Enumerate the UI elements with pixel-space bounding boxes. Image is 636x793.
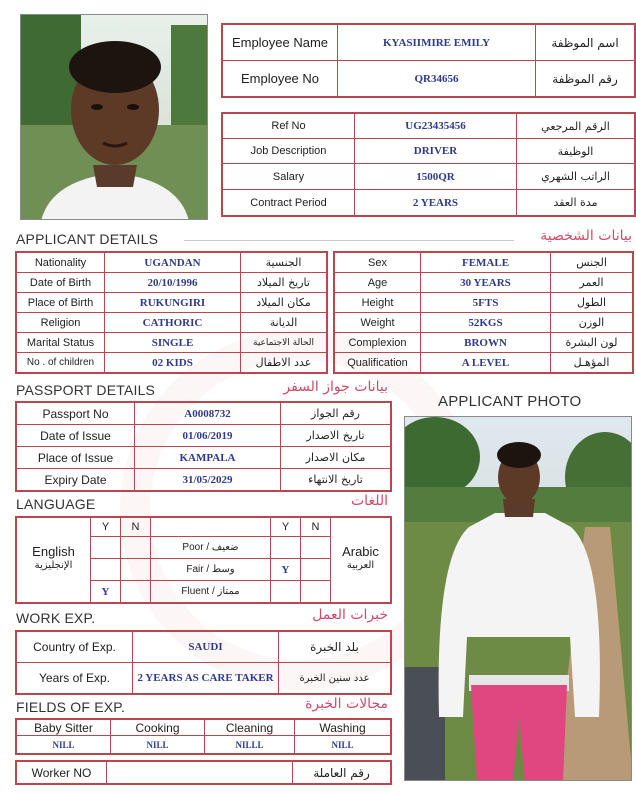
complexion-ar: لون البشرة <box>551 333 633 353</box>
english-n-header: N <box>121 518 151 537</box>
issue-place-ar: مكان الاصدار <box>281 447 391 469</box>
field-cleaning-label: Cleaning <box>205 720 295 736</box>
arabic-n-header: N <box>301 518 331 537</box>
passport-no-ar: رقم الجواز <box>281 403 391 425</box>
period-label: Contract Period <box>223 190 355 216</box>
work-exp-title: WORK EXP. <box>16 610 96 626</box>
salary-value: 1500QR <box>355 164 517 190</box>
issue-date-value: 01/06/2019 <box>135 425 281 447</box>
headshot-photo <box>20 14 208 220</box>
arabic-fair-n[interactable] <box>301 559 331 581</box>
applicant-details-title-ar: بيانات الشخصية <box>540 228 632 244</box>
arabic-poor-n[interactable] <box>301 537 331 559</box>
level-fair: Fair / وسط <box>151 559 271 581</box>
religion-label: Religion <box>17 313 105 333</box>
country-exp-ar: بلد الخبرة <box>279 632 391 663</box>
dob-ar: تاريخ الميلاد <box>241 273 327 293</box>
level-poor: Poor / ضعيف <box>151 537 271 559</box>
nationality-value: UGANDAN <box>105 253 241 273</box>
worker-no-table <box>16 761 391 784</box>
english-fluent-mark[interactable]: Y <box>91 581 121 603</box>
marital-label: Marital Status <box>17 333 105 353</box>
language-blank-cell <box>17 581 91 603</box>
level-fluent: Fluent / ممتاز <box>151 581 271 603</box>
worker-no-label: Worker NO <box>17 762 107 784</box>
pob-value: RUKUNGIRI <box>105 293 241 313</box>
field-washing-value: NILL <box>295 736 391 754</box>
job-table <box>222 113 635 216</box>
divider <box>184 240 514 241</box>
years-exp-value: 2 YEARS AS CARE TAKER <box>133 663 279 694</box>
period-value: 2 YEARS <box>355 190 517 216</box>
field-washing-label: Washing <box>295 720 391 736</box>
country-exp-value: SAUDI <box>133 632 279 663</box>
salary-label: Salary <box>223 164 355 190</box>
age-ar: العمر <box>551 273 633 293</box>
expiry-value: 31/05/2029 <box>135 469 281 491</box>
applicant-right-table <box>334 252 633 373</box>
years-exp-label: Years of Exp. <box>17 663 133 694</box>
employee-no-label: Employee No <box>223 61 338 97</box>
children-label: No . of children <box>17 353 105 373</box>
height-ar: الطول <box>551 293 633 313</box>
arabic-fluent-n[interactable] <box>301 581 331 603</box>
worker-no-value[interactable] <box>107 762 293 784</box>
employee-name-label: Employee Name <box>223 25 338 61</box>
nationality-ar: الجنسية <box>241 253 327 273</box>
qualification-ar: المؤهـل <box>551 353 633 373</box>
employee-table <box>222 24 635 97</box>
issue-place-label: Place of Issue <box>17 447 135 469</box>
height-value: 5FTS <box>421 293 551 313</box>
field-cooking-value: NILL <box>111 736 205 754</box>
sex-ar: الجنس <box>551 253 633 273</box>
field-baby-sitter-value: NILL <box>17 736 111 754</box>
passport-details-title: PASSPORT DETAILS <box>16 382 156 398</box>
applicant-photo <box>404 416 632 781</box>
arabic-poor-y[interactable] <box>271 537 301 559</box>
passport-no-label: Passport No <box>17 403 135 425</box>
field-cleaning-value: NILLL <box>205 736 295 754</box>
english-cell <box>17 537 91 581</box>
ref-ar: الرقم المرجعي <box>517 114 635 139</box>
religion-ar: الديانة <box>241 313 327 333</box>
dob-value: 20/10/1996 <box>105 273 241 293</box>
sex-value: FEMALE <box>421 253 551 273</box>
field-baby-sitter-label: Baby Sitter <box>17 720 111 736</box>
fields-exp-title-ar: مجالات الخبرة <box>305 696 388 712</box>
english-ar: الإنجليزية <box>34 559 73 571</box>
age-label: Age <box>335 273 421 293</box>
employee-no-ar: رقم الموظفة <box>536 61 635 97</box>
sex-label: Sex <box>335 253 421 273</box>
arabic-fluent-y[interactable] <box>271 581 301 603</box>
arabic-cell <box>331 537 391 581</box>
language-table <box>16 517 391 603</box>
arabic-ar: العربية <box>346 559 375 571</box>
pob-ar: مكان الميلاد <box>241 293 327 313</box>
nationality-label: Nationality <box>17 253 105 273</box>
work-exp-table <box>16 631 391 694</box>
country-exp-label: Country of Exp. <box>17 632 133 663</box>
work-exp-title-ar: خبرات العمل <box>312 607 388 623</box>
language-blank-cell <box>331 518 391 537</box>
issue-place-value: KAMPALA <box>135 447 281 469</box>
headshot-photo-image <box>21 15 208 220</box>
marital-value: SINGLE <box>105 333 241 353</box>
fields-exp-table <box>16 719 391 754</box>
issue-date-label: Date of Issue <box>17 425 135 447</box>
english-poor-y[interactable] <box>91 537 121 559</box>
worker-no-ar: رقم العاملة <box>293 762 391 784</box>
job-desc-ar: الوظيفة <box>517 139 635 164</box>
ref-label: Ref No <box>223 114 355 139</box>
salary-ar: الراتب الشهري <box>517 164 635 190</box>
passport-details-title-ar: بيانات جواز السفر <box>283 379 388 395</box>
height-label: Height <box>335 293 421 313</box>
marital-ar: الحالة الاجتماعية <box>241 333 327 353</box>
passport-no-value: A0008732 <box>135 403 281 425</box>
english-fair-y[interactable] <box>91 559 121 581</box>
weight-label: Weight <box>335 313 421 333</box>
children-value: 02 KIDS <box>105 353 241 373</box>
english-poor-n[interactable] <box>121 537 151 559</box>
qualification-label: Qualification <box>335 353 421 373</box>
arabic-label: Arabic <box>342 543 379 559</box>
job-desc-value: DRIVER <box>355 139 517 164</box>
english-label: English <box>32 543 75 559</box>
weight-ar: الوزن <box>551 313 633 333</box>
expiry-label: Expiry Date <box>17 469 135 491</box>
language-blank-cell <box>17 518 91 537</box>
english-fluent-n[interactable] <box>121 581 151 603</box>
ref-value: UG23435456 <box>355 114 517 139</box>
children-ar: عدد الاطفال <box>241 353 327 373</box>
years-exp-ar: عدد سنين الخبرة <box>279 663 391 694</box>
level-blank-cell <box>151 518 271 537</box>
employee-name-ar: اسم الموظفة <box>536 25 635 61</box>
fields-exp-title: FIELDS OF EXP. <box>16 699 126 715</box>
expiry-ar: تاريخ الانتهاء <box>281 469 391 491</box>
english-y-header: Y <box>91 518 121 537</box>
applicant-photo-image <box>405 417 632 781</box>
english-fair-n[interactable] <box>121 559 151 581</box>
religion-value: CATHORIC <box>105 313 241 333</box>
field-cooking-label: Cooking <box>111 720 205 736</box>
language-title: LANGUAGE <box>16 496 96 512</box>
employee-no-value: QR34656 <box>338 61 536 97</box>
weight-value: 52KGS <box>421 313 551 333</box>
applicant-left-table <box>16 252 327 373</box>
complexion-value: BROWN <box>421 333 551 353</box>
employee-name-value: KYASIIMIRE EMILY <box>338 25 536 61</box>
issue-date-ar: تاريخ الاصدار <box>281 425 391 447</box>
arabic-y-header: Y <box>271 518 301 537</box>
job-desc-label: Job Description <box>223 139 355 164</box>
language-title-ar: اللغات <box>351 493 388 509</box>
applicant-details-title: APPLICANT DETAILS <box>16 231 159 247</box>
arabic-fair-mark[interactable]: Y <box>271 559 301 581</box>
pob-label: Place of Birth <box>17 293 105 313</box>
language-blank-cell <box>331 581 391 603</box>
applicant-photo-title: APPLICANT PHOTO <box>438 393 582 410</box>
dob-label: Date of Birth <box>17 273 105 293</box>
complexion-label: Complexion <box>335 333 421 353</box>
period-ar: مدة العقد <box>517 190 635 216</box>
qualification-value: A LEVEL <box>421 353 551 373</box>
passport-table <box>16 402 391 491</box>
age-value: 30 YEARS <box>421 273 551 293</box>
